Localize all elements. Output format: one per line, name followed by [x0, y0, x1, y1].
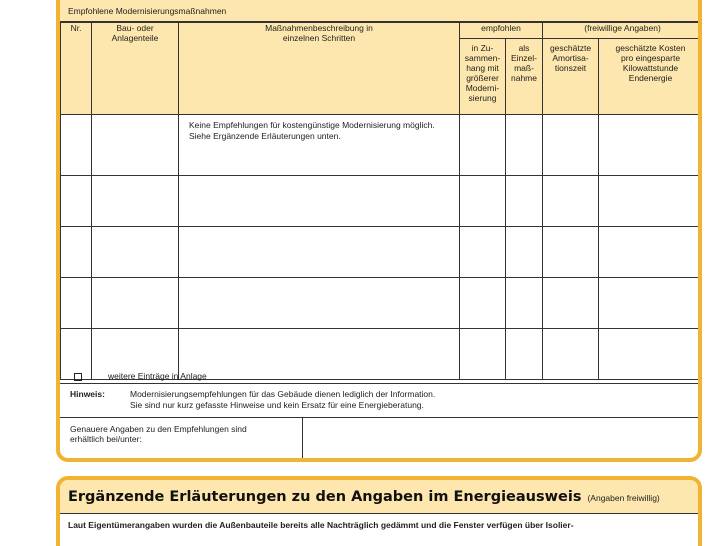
table-row: [61, 278, 703, 329]
erlaeuterungen-text: Laut Eigentümerangaben wurden die Außenbauteile bereits alle Nachträglich gedämmt und die Fenster verfügen über Isolier-: [68, 520, 574, 530]
table-row: [61, 227, 703, 278]
modernization-panel: [56, 0, 702, 462]
genauer-block: [60, 418, 702, 458]
table-row: [61, 115, 703, 176]
more-entries-checkbox[interactable]: [74, 373, 82, 381]
more-entries-label: weitere Einträge in Anlage: [108, 371, 207, 381]
header-empfohlen: empfohlen: [460, 23, 543, 39]
erlaeuterungen-panel: [56, 476, 702, 546]
header-einzelmassnahme: als Einzel- maß- nahme: [506, 39, 543, 115]
header-freiwillig: (freiwillige Angaben): [543, 23, 702, 39]
hinweis-label: Hinweis:: [70, 389, 105, 399]
measures-table: [60, 22, 702, 380]
more-entries: [60, 368, 702, 384]
hinweis-block: [60, 384, 702, 418]
section-title: Empfohlene Modernisierungsmaßnahmen: [60, 0, 698, 22]
header-bauteile: Bau- oder Anlagenteile: [92, 23, 179, 115]
header-amortisation: geschätzte Amortisa- tionszeit: [543, 39, 599, 115]
erlaeuterungen-title-bar: [60, 480, 698, 514]
header-kosten: geschätzte Kosten pro eingesparte Kilowattstunde Endenergie: [599, 39, 702, 115]
header-zusammenhang: in Zu- sammen- hang mit größerer Moderni- sierung: [460, 39, 506, 115]
hinweis-text: Modernisierungsempfehlungen für das Gebäude dienen lediglich der Information. Sie sind nur kurz gefasste Hinweise und kein Ersatz für eine Energieberatung.: [130, 389, 436, 410]
header-nr: Nr.: [61, 23, 92, 115]
erlaeuterungen-title: Ergänzende Erläuterungen zu den Angaben im Energieausweis: [68, 489, 582, 505]
table-row: [61, 176, 703, 227]
measure-description: Keine Empfehlungen für kostengünstige Modernisierung möglich. Siehe Ergänzende Erläuterungen unten.: [179, 115, 460, 176]
genauer-label: Genauere Angaben zu den Empfehlungen sind erhältlich bei/unter:: [60, 418, 303, 462]
header-beschreibung: Maßnahmenbeschreibung in einzelnen Schritten: [179, 23, 460, 115]
erlaeuterungen-optional: (Angaben freiwillig): [587, 493, 660, 503]
